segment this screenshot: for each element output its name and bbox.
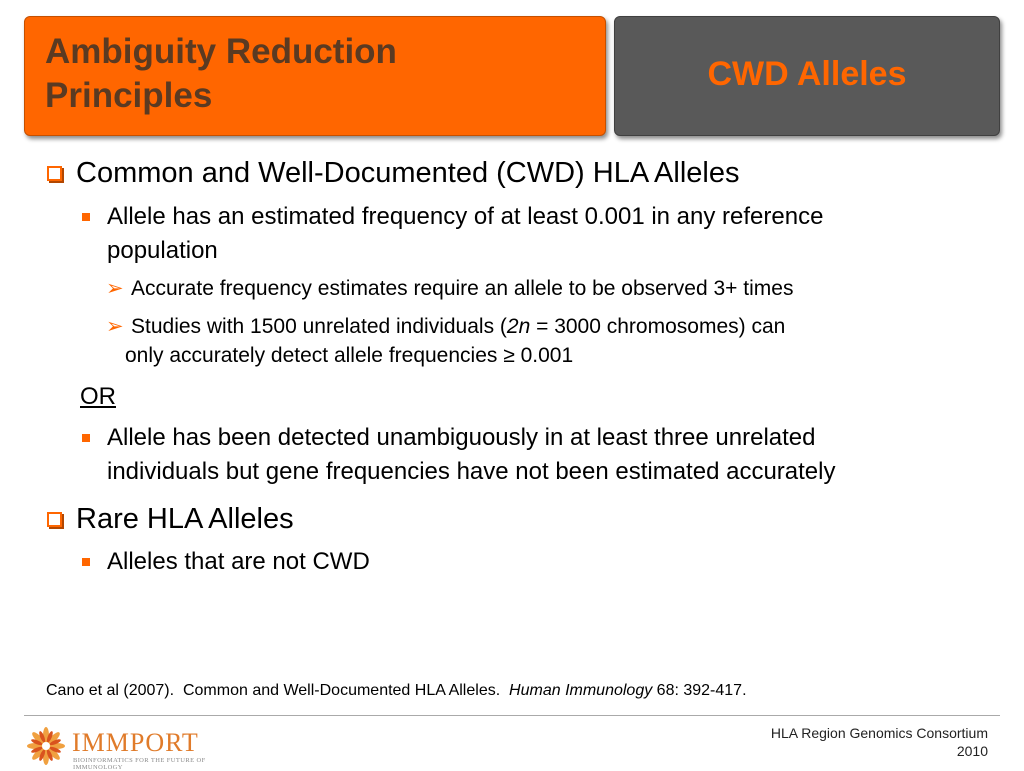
- subpoint-2-suffix: = 3000 chromosomes) can: [530, 315, 786, 338]
- checkbox-bullet-icon: [47, 166, 62, 181]
- square-bullet-icon: [82, 213, 90, 221]
- frequency-subpoint-2-line2: only accurately detect allele frequencies ≥ 0.001: [125, 344, 574, 367]
- footer-divider: [24, 715, 1000, 716]
- rare-heading: Rare HLA Alleles: [76, 503, 294, 535]
- immport-logo: [26, 726, 246, 771]
- subpoint-2-prefix: Studies with 1500 unrelated individuals (: [131, 315, 507, 338]
- frequency-criterion-line2: population: [107, 237, 218, 264]
- frequency-criterion-line1: Allele has an estimated frequency of at least 0.001 in any reference: [107, 203, 824, 230]
- footer-year: 2010: [956, 743, 988, 759]
- frequency-subpoint-1: Accurate frequency estimates require an allele to be observed 3+ times: [131, 277, 794, 300]
- rare-definition: Alleles that are not CWD: [107, 548, 370, 575]
- arrow-bullet-icon: ➢: [106, 315, 124, 338]
- arrow-bullet-icon: ➢: [106, 277, 124, 300]
- detection-criterion-line2: individuals but gene frequencies have not been estimated accurately: [107, 458, 836, 485]
- footer-credit: [771, 724, 988, 760]
- subpoint-2-italic: 2n: [506, 315, 531, 338]
- square-bullet-icon: [82, 434, 90, 442]
- logo-wordmark: IMMPORT: [72, 728, 199, 757]
- slide-title-line1: Ambiguity Reduction: [45, 32, 397, 71]
- citation-text: Cano et al (2007). Common and Well-Documented HLA Alleles.: [46, 682, 510, 699]
- citation: [46, 680, 747, 702]
- cwd-heading: Common and Well-Documented (CWD) HLA Alleles: [76, 157, 740, 189]
- logo-tagline: BIOINFORMATICS FOR THE FUTURE OF IMMUNOLOGY: [73, 757, 206, 771]
- detection-criterion-line1: Allele has been detected unambiguously in at least three unrelated: [107, 424, 816, 451]
- section-banner: [614, 16, 1000, 136]
- square-bullet-icon: [82, 558, 90, 566]
- or-label: OR: [80, 383, 116, 410]
- footer-org: HLA Region Genomics Consortium: [770, 725, 988, 741]
- section-title: CWD Alleles: [707, 55, 907, 93]
- citation-journal: Human Immunology: [509, 682, 653, 699]
- slide-title-line2: Principles: [45, 76, 213, 115]
- sunburst-logo-icon: [26, 726, 66, 766]
- frequency-subpoint-2: [131, 312, 785, 342]
- citation-ref: 68: 392-417.: [652, 682, 747, 699]
- title-banner: [24, 16, 606, 136]
- slide-title: [45, 30, 397, 118]
- checkbox-bullet-icon: [47, 512, 62, 527]
